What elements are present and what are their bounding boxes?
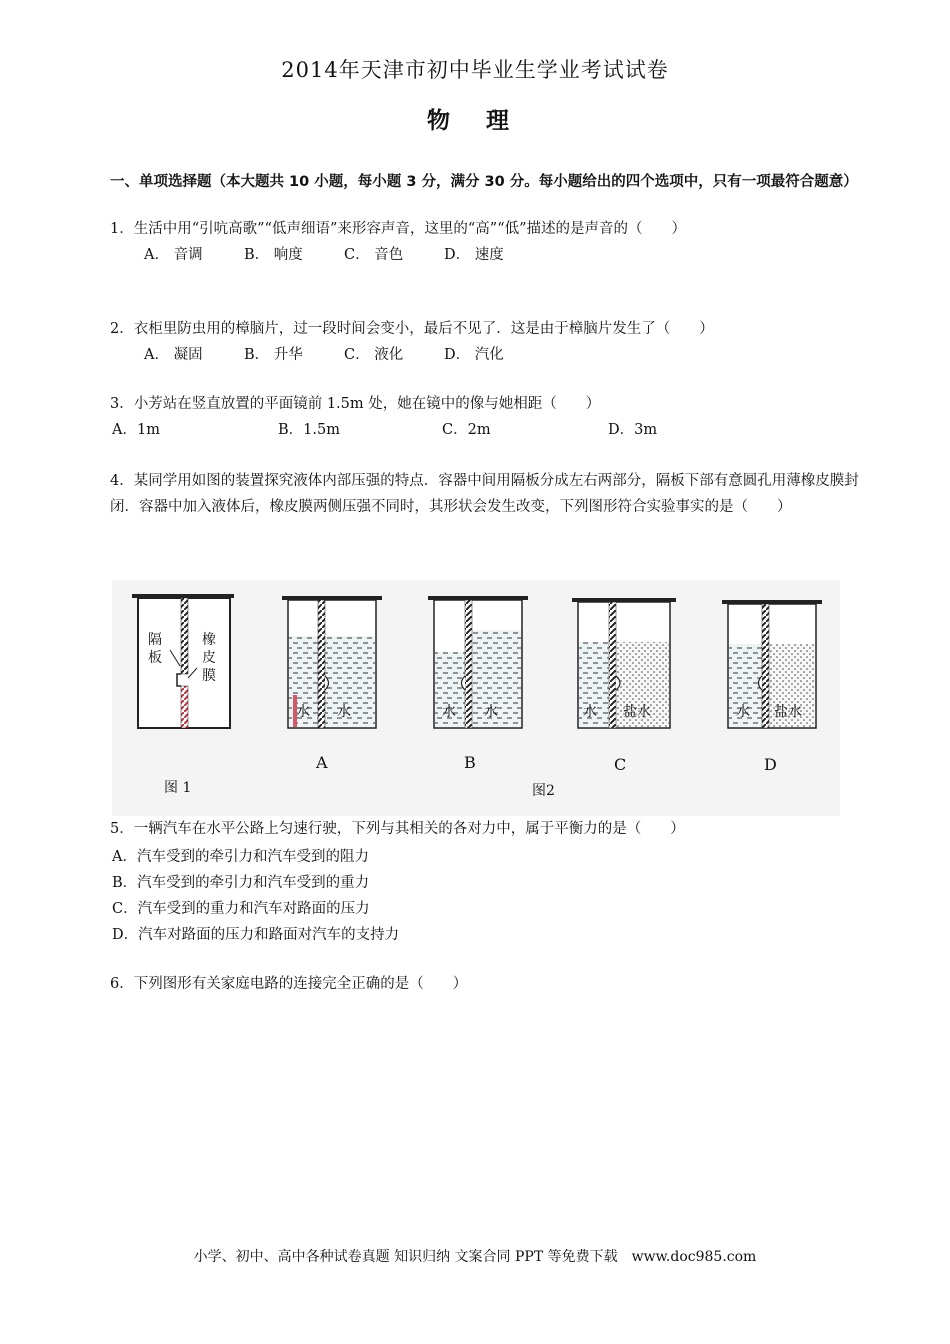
liquid-label: 水 [583, 704, 597, 720]
question-6-stem: 6．下列图形有关家庭电路的连接完全正确的是（ ） [110, 976, 468, 992]
option-b: B．1.5m [278, 422, 340, 438]
liquid-label: 水 [736, 704, 750, 720]
page-footer: 小学、初中、高中各种试卷真题 知识归纳 文案合同 PPT 等免费下载 www.doc985.com [193, 1249, 757, 1265]
panel-label-b: B [464, 753, 476, 772]
panel-c [572, 598, 676, 774]
membrane-label-3: 膜 [202, 668, 216, 684]
panel-label-d: D [764, 755, 777, 774]
question-5-stem: 5．一辆汽车在水平公路上匀速行驶，下列与其相关的各对力中，属于平衡力的是（ ） [110, 821, 685, 837]
panel-a [282, 596, 382, 772]
liquid-label: 水 [296, 704, 310, 720]
membrane-label-1: 橡 [202, 632, 216, 648]
question-1-stem: 1．生活中用“引吭高歌”“低声细语”来形容声音，这里的“高”“低”描述的是声音的（ ） [110, 221, 687, 237]
panel-d [722, 600, 822, 774]
option-d: D．3m [608, 422, 658, 438]
figure-2-caption: 图2 [532, 783, 555, 799]
panel-b [428, 596, 528, 772]
option-a: A． 凝固 [144, 347, 203, 363]
option-a: A．汽车受到的牵引力和汽车受到的阻力 [112, 849, 369, 865]
liquid-label: 水 [337, 704, 351, 720]
option-b: B．汽车受到的牵引力和汽车受到的重力 [112, 875, 370, 891]
question-2-stem: 2．衣柜里防虫用的樟脑片，过一段时间会变小，最后不见了．这是由于樟脑片发生了（ ） [110, 321, 714, 337]
figure-1-container [132, 594, 234, 796]
option-b: B． 升华 [244, 347, 303, 363]
figure-1-caption: 图 1 [164, 780, 192, 796]
option-d: D． 汽化 [444, 347, 504, 363]
pressure-experiment-figure [112, 580, 840, 816]
subject-heading: 物 理 [426, 108, 523, 134]
partition-label-2: 板 [148, 650, 162, 666]
section-heading: 一、单项选择题（本大题共 10 小题，每小题 3 分，满分 30 分。每小题给出的四个选项中，只有一项最符合题意） [110, 174, 858, 190]
liquid-label-salt: 盐水 [623, 704, 651, 720]
panel-label-c: C [614, 755, 627, 774]
option-c: C．2m [442, 422, 491, 438]
option-b: B． 响度 [244, 247, 303, 263]
liquid-label: 水 [484, 704, 498, 720]
option-c: C． 液化 [344, 347, 404, 363]
option-c: C． 音色 [344, 247, 404, 263]
figure-svg [112, 580, 840, 816]
question-5-options [112, 844, 399, 948]
question-2-options [144, 343, 504, 367]
option-d: D． 速度 [444, 247, 504, 263]
partition-label-1: 隔 [148, 632, 162, 648]
liquid-label: 水 [442, 704, 456, 720]
question-3-options [112, 418, 657, 442]
membrane-label-2: 皮 [202, 650, 216, 666]
liquid-label-salt: 盐水 [774, 704, 802, 720]
question-4-stem: 4．某同学用如图的装置探究液体内部压强的特点．容器中间用隔板分成左右两部分，隔板下部有意圆孔用薄橡皮膜封闭．容器中加入液体后，橡皮膜两侧压强不同时，其形状会发生改变，下列图形符合实验事实的是（ ） [110, 473, 859, 515]
exam-title: 2014年天津市初中毕业生学业考试试卷 [281, 58, 669, 82]
question-3-stem: 3．小芳站在竖直放置的平面镜前 1.5m 处，她在镜中的像与她相距（ ） [110, 396, 601, 412]
option-d: D．汽车对路面的压力和路面对汽车的支持力 [112, 927, 400, 943]
option-a: A． 音调 [144, 247, 203, 263]
option-a: A．1m [112, 422, 160, 438]
question-1-options [144, 243, 504, 267]
panel-label-a: A [316, 753, 328, 772]
option-c: C．汽车受到的重力和汽车对路面的压力 [112, 901, 370, 917]
